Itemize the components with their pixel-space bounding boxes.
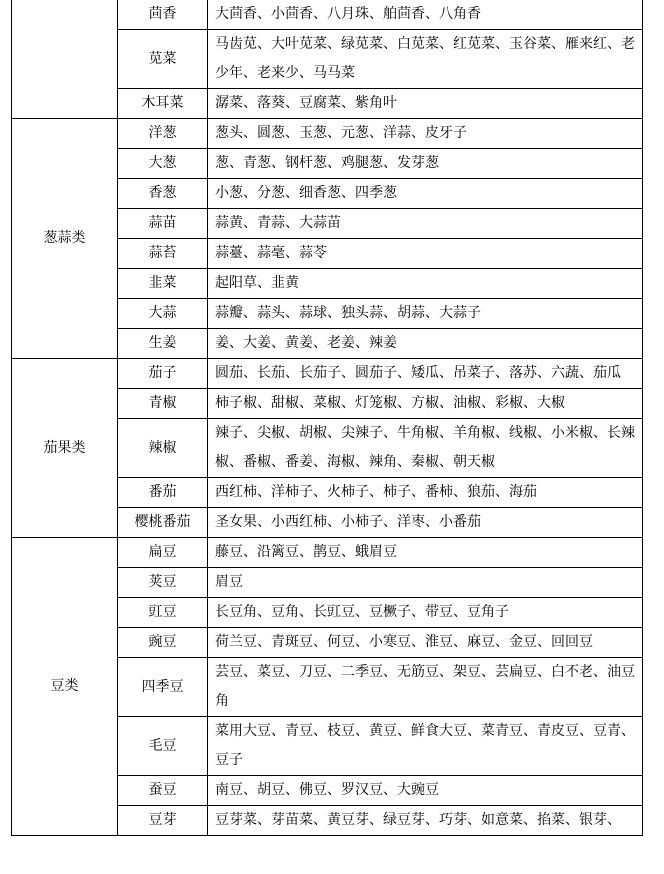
vegetable-name-cell: 扁豆 — [118, 538, 208, 568]
alias-list-cell: 马齿苋、大叶苋菜、绿苋菜、白苋菜、红苋菜、玉谷菜、雁来红、老少年、老来少、马马菜 — [208, 30, 643, 89]
alias-list-cell: 圣女果、小西红柿、小柿子、洋枣、小番茄 — [208, 508, 643, 538]
category-cell — [12, 0, 118, 119]
alias-list-cell: 藤豆、沿篱豆、鹊豆、蛾眉豆 — [208, 538, 643, 568]
vegetable-name-cell: 蒜苗 — [118, 209, 208, 239]
alias-list-cell: 豆芽菜、芽苗菜、黄豆芽、绿豆芽、巧芽、如意菜、掐菜、银芽、 — [208, 806, 643, 836]
vegetable-name-cell: 四季豆 — [118, 658, 208, 717]
vegetable-name-cell: 豌豆 — [118, 628, 208, 658]
alias-list-cell: 葱头、圆葱、玉葱、元葱、洋蒜、皮牙子 — [208, 119, 643, 149]
vegetable-name-cell: 荚豆 — [118, 568, 208, 598]
vegetable-name-cell: 茴香 — [118, 0, 208, 30]
vegetable-name-cell: 毛豆 — [118, 717, 208, 776]
category-cell: 葱蒜类 — [12, 119, 118, 359]
alias-list-cell: 起阳草、韭黄 — [208, 269, 643, 299]
alias-list-cell: 眉豆 — [208, 568, 643, 598]
alias-list-cell: 潺菜、落葵、豆腐菜、紫角叶 — [208, 89, 643, 119]
vegetable-name-cell: 茄子 — [118, 359, 208, 389]
alias-list-cell: 芸豆、菜豆、刀豆、二季豆、无筋豆、架豆、芸扁豆、白不老、油豆角 — [208, 658, 643, 717]
table-body — [12, 0, 643, 836]
category-cell: 豆类 — [12, 538, 118, 836]
category-cell: 茄果类 — [12, 359, 118, 538]
vegetable-name-cell: 苋菜 — [118, 30, 208, 89]
table-row — [12, 359, 643, 389]
vegetable-name-cell: 蒜苔 — [118, 239, 208, 269]
alias-list-cell: 小葱、分葱、细香葱、四季葱 — [208, 179, 643, 209]
vegetable-name-cell: 樱桃番茄 — [118, 508, 208, 538]
vegetable-name-cell: 番茄 — [118, 478, 208, 508]
alias-list-cell: 菜用大豆、青豆、枝豆、黄豆、鲜食大豆、菜青豆、青皮豆、豆青、豆子 — [208, 717, 643, 776]
vegetable-name-cell: 生姜 — [118, 329, 208, 359]
table-row — [12, 119, 643, 149]
alias-list-cell: 蒜黄、青蒜、大蒜苗 — [208, 209, 643, 239]
alias-list-cell: 柿子椒、甜椒、菜椒、灯笼椒、方椒、油椒、彩椒、大椒 — [208, 389, 643, 419]
alias-list-cell: 圆茄、长茄、长茄子、圆茄子、矮瓜、吊菜子、落苏、六蔬、茄瓜 — [208, 359, 643, 389]
vegetable-name-cell: 大蒜 — [118, 299, 208, 329]
alias-list-cell: 蒜瓣、蒜头、蒜球、独头蒜、胡蒜、大蒜子 — [208, 299, 643, 329]
alias-list-cell: 西红柿、洋柿子、火柿子、柿子、番柿、狼茄、海茄 — [208, 478, 643, 508]
vegetable-name-cell: 韭菜 — [118, 269, 208, 299]
vegetable-name-cell: 青椒 — [118, 389, 208, 419]
alias-list-cell: 葱、青葱、钢杆葱、鸡腿葱、发芽葱 — [208, 149, 643, 179]
vegetable-name-cell: 大葱 — [118, 149, 208, 179]
vegetable-name-cell: 木耳菜 — [118, 89, 208, 119]
vegetable-name-cell: 辣椒 — [118, 419, 208, 478]
vegetable-name-cell: 蚕豆 — [118, 776, 208, 806]
vegetable-alias-table — [11, 0, 643, 836]
vegetable-name-cell: 豇豆 — [118, 598, 208, 628]
alias-list-cell: 荷兰豆、青斑豆、何豆、小寒豆、淮豆、麻豆、金豆、回回豆 — [208, 628, 643, 658]
vegetable-name-cell: 香葱 — [118, 179, 208, 209]
alias-list-cell: 蒜薹、蒜毫、蒜苓 — [208, 239, 643, 269]
table-row — [12, 538, 643, 568]
alias-list-cell: 长豆角、豆角、长豇豆、豆橛子、带豆、豆角子 — [208, 598, 643, 628]
alias-list-cell: 辣子、尖椒、胡椒、尖辣子、牛角椒、羊角椒、线椒、小米椒、长辣椒、番椒、番姜、海椒、辣角、秦椒、朝天椒 — [208, 419, 643, 478]
vegetable-name-cell: 豆芽 — [118, 806, 208, 836]
alias-list-cell: 南豆、胡豆、佛豆、罗汉豆、大豌豆 — [208, 776, 643, 806]
alias-list-cell: 姜、大姜、黄姜、老姜、辣姜 — [208, 329, 643, 359]
alias-list-cell: 大茴香、小茴香、八月珠、舶茴香、八角香 — [208, 0, 643, 30]
vegetable-name-cell: 洋葱 — [118, 119, 208, 149]
table-row — [12, 0, 643, 30]
